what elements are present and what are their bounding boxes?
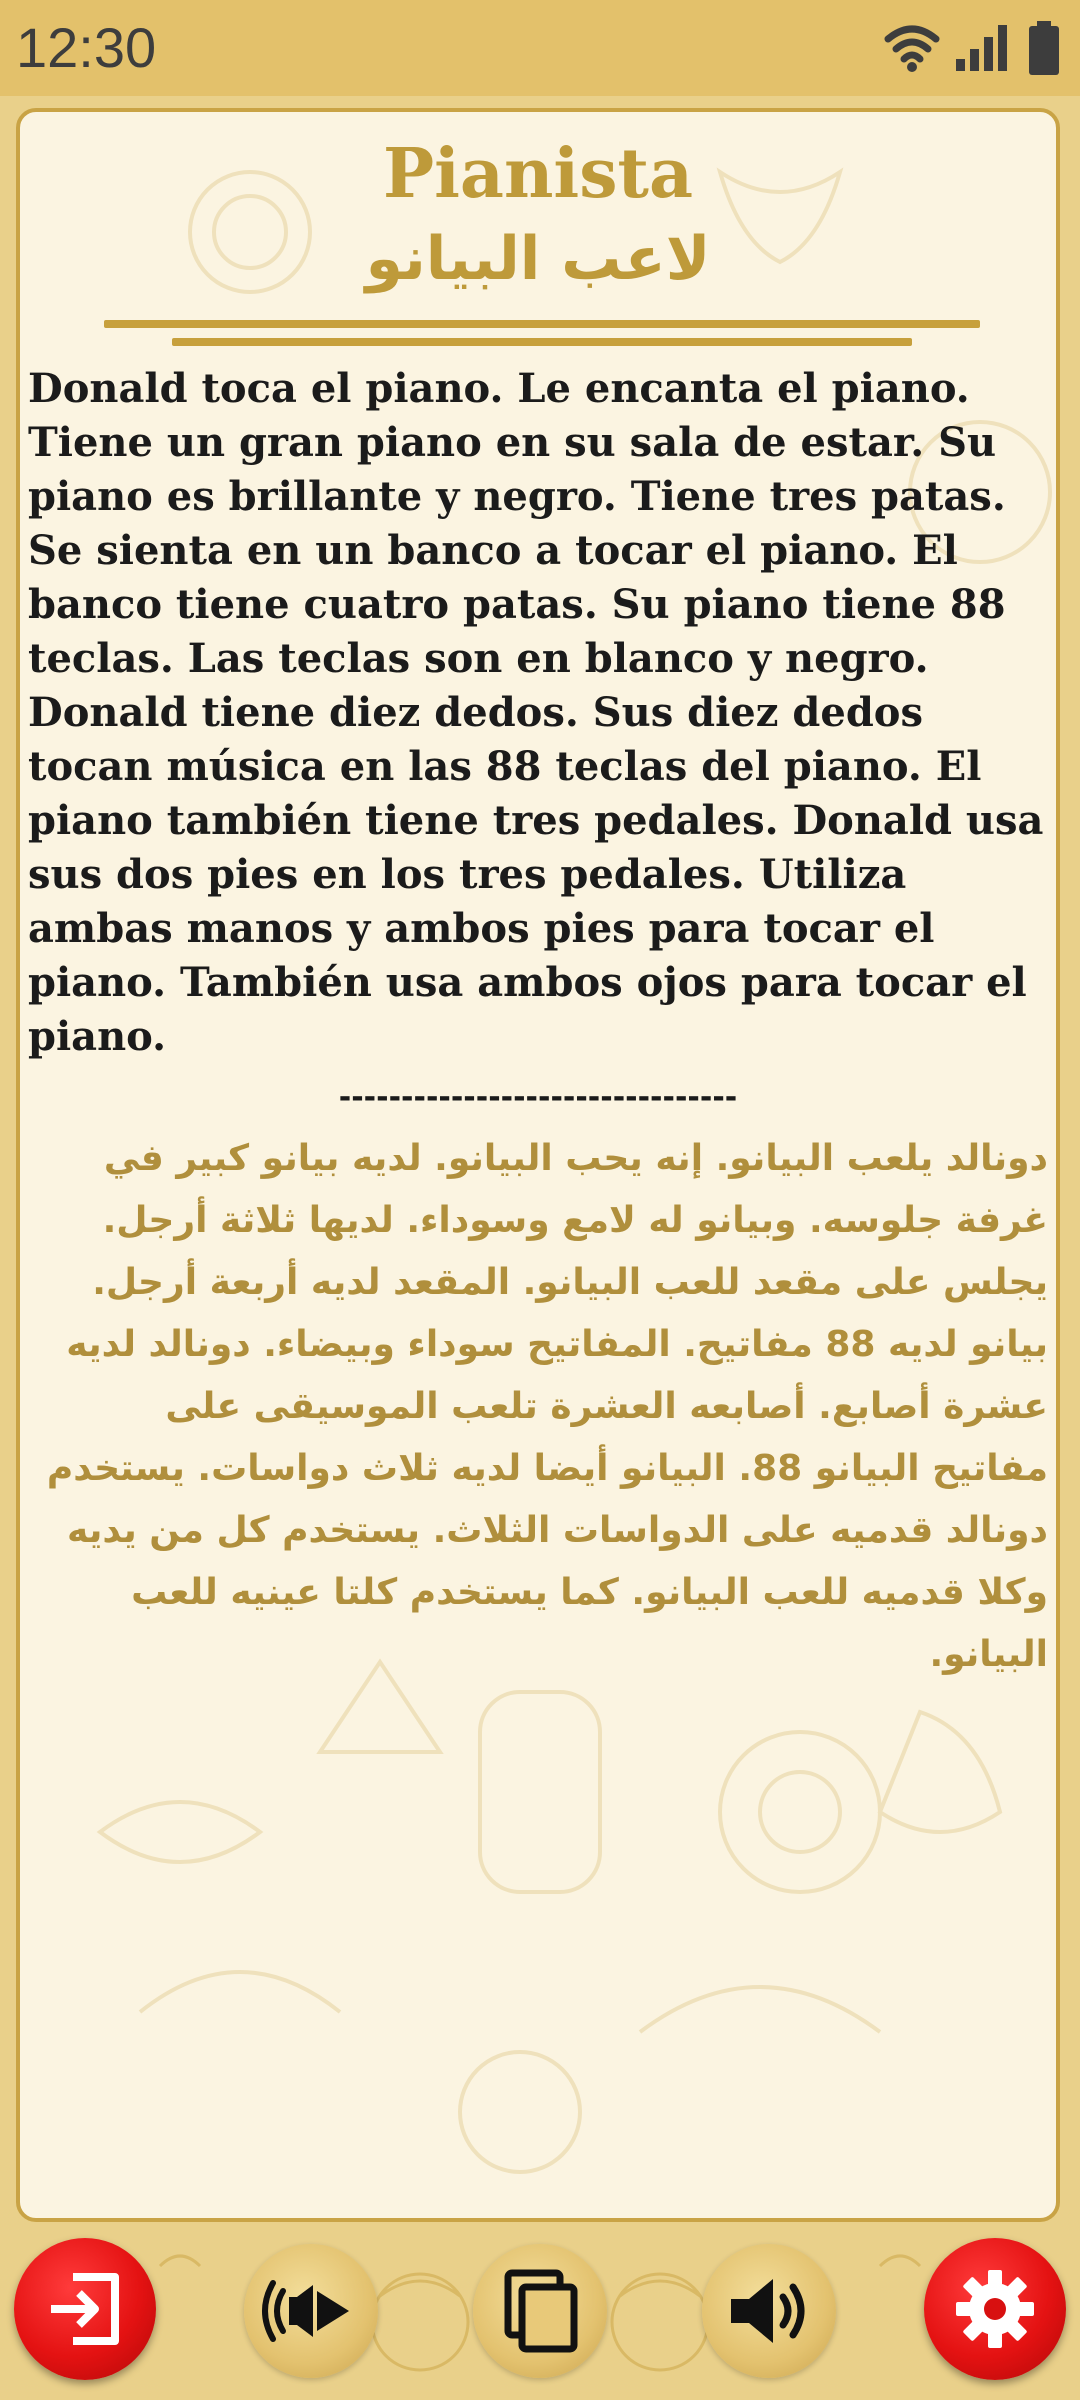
volume-icon bbox=[719, 2261, 819, 2361]
title-spanish: Pianista bbox=[382, 134, 694, 214]
story-text-arabic: دونالد يلعب البيانو. إنه يحب البيانو. لديه بيانو كبير في غرفة جلوسه. وبيانو له لامع وسوداء. لديها ثلاثة أرجل. يجلس على مقعد للعب البيانو. المقعد لديه أربعة أرجل. بيانو لديه 88 مفاتيح. المفاتيح سوداء وبيضاء. دونالد لديه عشرة أصابع. أصابعه العشرة تلعب الموسيقى على مفاتيح البيانو 88. البيانو أيضا لديه ثلاث دواسات. يستخدم دونالد قدميه على الدواسات الثلاث. يستخدم كل من يديه وكلا قدميه للعب البيانو. كما يستخدم كلتا عينيه للعب البيانو. bbox=[46, 1138, 1048, 1675]
title-arabic: لاعب البيانو bbox=[365, 224, 711, 294]
exit-button[interactable] bbox=[14, 2238, 156, 2380]
slow-audio-button[interactable] bbox=[244, 2244, 378, 2378]
title-divider-bottom bbox=[172, 338, 912, 346]
battery-icon bbox=[1028, 21, 1060, 75]
status-bar bbox=[0, 0, 1080, 96]
exit-icon bbox=[43, 2267, 127, 2351]
status-icons bbox=[884, 20, 1060, 76]
language-separator: -------------------------------- bbox=[338, 1080, 738, 1115]
gear-icon bbox=[952, 2266, 1038, 2352]
bottom-toolbar bbox=[0, 2226, 1080, 2400]
settings-button[interactable] bbox=[924, 2238, 1066, 2380]
copy-icon bbox=[494, 2265, 586, 2357]
volume-button[interactable] bbox=[702, 2244, 836, 2378]
story-card bbox=[16, 108, 1060, 2222]
story-text-spanish: Donald toca el piano. Le encanta el piano. Tiene un gran piano en su sala de estar. Su piano es brillante y negro. Tiene tres patas. Se sienta en un banco a tocar el piano. El banco tiene cuatro patas. Su piano tiene 88 teclas. Las teclas son en blanco y negro. Donald tiene diez dedos. Sus diez dedos tocan música en las 88 teclas del piano. El piano también tiene tres pedales. Donald usa sus dos pies en los tres pedales. Utiliza ambas manos y ambos pies para tocar el piano. También usa ambos ojos para tocar el piano. bbox=[28, 365, 1044, 1060]
slow-audio-icon bbox=[261, 2261, 361, 2361]
status-time: 12:30 bbox=[16, 16, 157, 79]
title-divider-top bbox=[104, 320, 980, 328]
copy-button[interactable] bbox=[473, 2244, 607, 2378]
signal-icon bbox=[954, 23, 1014, 73]
wifi-icon bbox=[884, 23, 940, 73]
